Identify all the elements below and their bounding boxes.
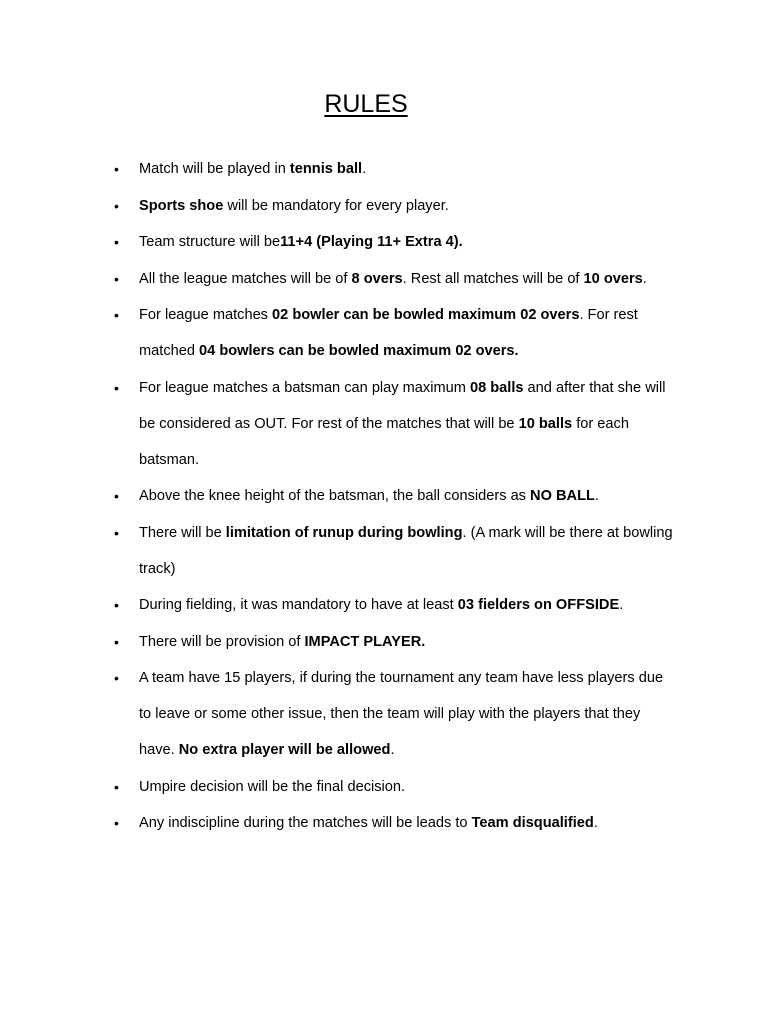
rule-text-segment: .: [390, 742, 395, 758]
rule-item: [0, 261, 679, 297]
rule-text: [139, 380, 665, 468]
rule-text-segment: For league matches: [139, 307, 273, 323]
rule-text-bold: IMPACT PLAYER.: [304, 633, 426, 650]
rule-text-segment: Team structure will be: [139, 234, 281, 250]
rule-text-bold: 11+4 (Playing 11+ Extra 4).: [280, 234, 463, 250]
rule-text: [139, 670, 663, 758]
rule-text-segment: All the league matches will be of: [139, 270, 352, 287]
rule-item: [0, 151, 679, 187]
rule-text-bold: Team disqualified: [471, 815, 594, 831]
rule-text-bold: 02 bowler can be bowled maximum 02 overs: [272, 307, 580, 323]
rule-text: [139, 779, 405, 795]
rule-item: [0, 515, 679, 587]
rule-text-bold: 03 fielders on OFFSIDE: [457, 597, 620, 613]
rule-text-segment: There will be: [139, 524, 226, 541]
rule-text-segment: and after that she will be considered as OUT. For rest of the matches that will be: [139, 379, 666, 432]
rule-text-segment: .: [594, 488, 599, 504]
rule-item: [0, 478, 679, 514]
bullet-icon: •: [114, 197, 119, 214]
rule-item: [0, 769, 679, 805]
rule-text-segment: There will be provision of: [139, 633, 305, 650]
rule-text-segment: During fielding, it was mandatory to have at least: [139, 597, 458, 613]
rule-item: [0, 660, 679, 768]
rule-text-segment: Match will be played in: [139, 161, 290, 177]
rule-text-segment: Umpire decision will be the final decision.: [139, 778, 406, 795]
rule-text: [139, 198, 449, 214]
rule-text-bold: 8 overs: [351, 270, 403, 287]
bullet-icon: •: [114, 379, 119, 396]
rule-text: [139, 307, 638, 359]
rule-item: [0, 805, 679, 841]
rule-item: [0, 370, 679, 478]
rule-text: [139, 271, 647, 287]
rule-text-segment: Any indiscipline during the matches will be leads to: [139, 815, 472, 831]
page-title: RULES: [324, 90, 408, 118]
rule-text: [139, 634, 425, 650]
bullet-icon: •: [114, 670, 119, 686]
rule-text-bold: limitation of runup during bowling: [225, 524, 463, 541]
rule-text-segment: . Rest all matches will be of: [402, 270, 584, 287]
bullet-icon: •: [114, 488, 119, 504]
bullet-icon: •: [114, 524, 119, 541]
rule-text-bold: Sports shoe: [139, 197, 224, 214]
rule-text: [139, 525, 673, 577]
rule-item: [0, 587, 679, 623]
bullet-icon: •: [114, 161, 119, 177]
rule-text-segment: .: [593, 815, 598, 831]
bullet-icon: •: [114, 307, 119, 323]
rule-text-segment: Above the knee height of the batsman, the ball considers as: [139, 488, 531, 504]
rule-text-segment: A team have 15 players, if during the tournament any team have less players due to leave or some other issue, then the team will play with the players that they have.: [139, 670, 664, 758]
rule-text-segment: . For rest matched: [139, 307, 638, 359]
rule-text-bold: 10 balls: [518, 415, 573, 432]
rule-text-segment: for each batsman.: [139, 415, 629, 468]
rule-text-bold: NO BALL: [530, 488, 595, 504]
rules-list: [0, 151, 768, 842]
rule-item: [0, 224, 679, 260]
rule-text: [139, 597, 623, 613]
rule-item: [0, 188, 679, 224]
rule-text-segment: . (A mark will be there at bowling track): [139, 524, 673, 577]
bullet-icon: •: [114, 270, 119, 287]
rule-text-bold: tennis ball: [289, 161, 363, 177]
rule-text: [139, 815, 598, 831]
rule-text-bold: 04 bowlers can be bowled maximum 02 overs.: [199, 343, 519, 359]
rule-text-segment: For league matches a batsman can play maximum: [139, 379, 470, 396]
rule-text-segment: .: [642, 270, 647, 287]
rule-text: [139, 488, 599, 504]
rule-text-segment: will be mandatory for every player.: [223, 197, 449, 214]
bullet-icon: •: [114, 234, 119, 250]
rule-text-bold: 10 overs: [583, 270, 643, 287]
bullet-icon: •: [114, 815, 119, 831]
rule-text-bold: 08 balls: [469, 379, 524, 396]
rule-text-segment: .: [619, 597, 624, 613]
bullet-icon: •: [114, 633, 119, 650]
rule-text-bold: No extra player will be allowed: [178, 742, 391, 758]
rule-item: [0, 624, 679, 660]
rule-text: [139, 161, 366, 177]
bullet-icon: •: [114, 778, 119, 795]
rule-item: [0, 297, 679, 369]
rule-text-segment: .: [362, 161, 367, 177]
rule-text: [139, 234, 463, 250]
bullet-icon: •: [114, 597, 119, 613]
